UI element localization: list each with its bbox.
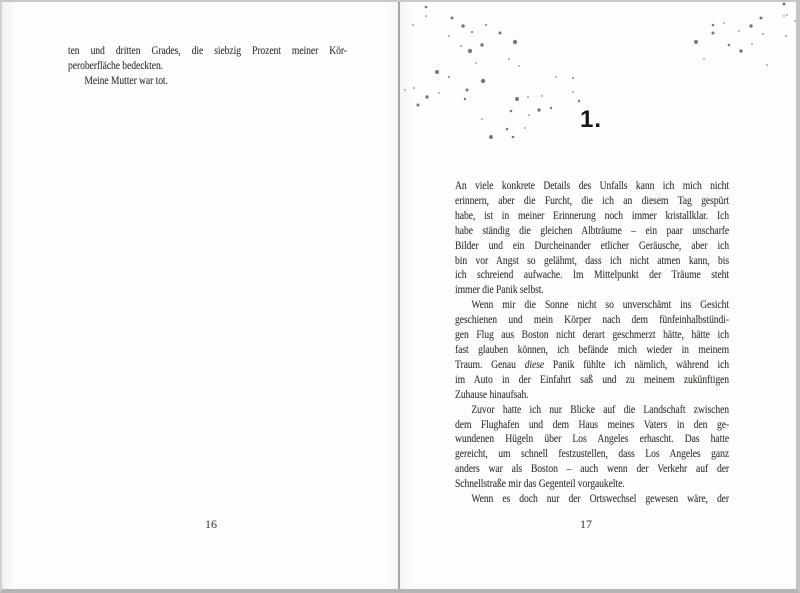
text-line: immer die Panik selbst. xyxy=(455,282,544,297)
text-line: An viele konkrete Details des Unfalls kann ich mich nicht xyxy=(455,178,730,192)
page-number-right: 17 xyxy=(580,517,592,531)
text-line: im Auto in der Einfahrt saß und zu meinem zukünftigen xyxy=(455,371,730,386)
left-page-text xyxy=(68,43,347,88)
right-page-text xyxy=(455,178,729,506)
text-line: Wenn es doch nur der Ortswechsel gewesen wäre, der xyxy=(471,491,730,506)
text-line: ich schreiend aufwache. Im Mittelpunkt der Träume steht xyxy=(455,267,730,282)
text-line: ten und dritten Grades, die siebzig Prozent meiner Kör- xyxy=(68,43,347,57)
text-line: Meine Mutter war tot. xyxy=(84,72,168,87)
text-line: peroberfläche bedeckten. xyxy=(68,57,164,72)
text-line: Zuhause hinaufsah. xyxy=(455,386,529,401)
chapter-number: 1. xyxy=(579,106,602,133)
page-number-left: 16 xyxy=(205,517,217,531)
text-line: fast glauben können, ich befände mich wieder in meinem xyxy=(455,341,730,356)
text-line-italic-segment xyxy=(455,357,729,372)
text-line: habe ständig die gleichen Albträume – ein paar unscharfe xyxy=(455,222,730,237)
text-line: bin vor Angst so gelähmt, dass ich nicht atmen kann, bis xyxy=(455,252,730,267)
text-line: anders war als Boston – auch wenn der Verkehr auf der xyxy=(455,461,730,476)
text-segment: Panik fühlte ich nämlich, während ich xyxy=(552,356,730,371)
left-page xyxy=(2,2,398,589)
text-line: Zuvor hatte ich nur Blicke auf die Landschaft zwischen xyxy=(471,401,730,416)
text-line: Bilder und ein Durcheinander etlicher Geräusche, aber ich xyxy=(455,237,730,252)
text-line: gereicht, um schnell festzustellen, dass Los Angeles ganz xyxy=(455,446,730,461)
italic-word: diese xyxy=(524,356,545,371)
text-line: gen Flug aus Boston nicht derart geschmerzt hätte, hätte ich xyxy=(455,327,730,342)
text-segment: Traum. Genau xyxy=(455,356,516,371)
text-line: wundenen Hügeln über Los Angeles erhascht. Das hatte xyxy=(455,431,730,446)
right-page xyxy=(400,2,796,589)
text-line: geschienen und mein Körper nach dem fünfeinhalbstündi- xyxy=(455,312,730,327)
text-line: Wenn mir die Sonne nicht so unverschämt ins Gesicht xyxy=(471,297,730,312)
text-line: dem Flughafen und dem Haus meines Vaters in den ge- xyxy=(455,416,730,431)
text-line: Schnellstraße mir das Gegenteil vorgaukelte. xyxy=(455,476,625,491)
text-line: erinnern, aber die Furcht, die ich an diesem Tag gespürt xyxy=(455,192,730,207)
text-line: habe, ist in meiner Erinnerung noch immer kristallklar. Ich xyxy=(455,207,730,222)
